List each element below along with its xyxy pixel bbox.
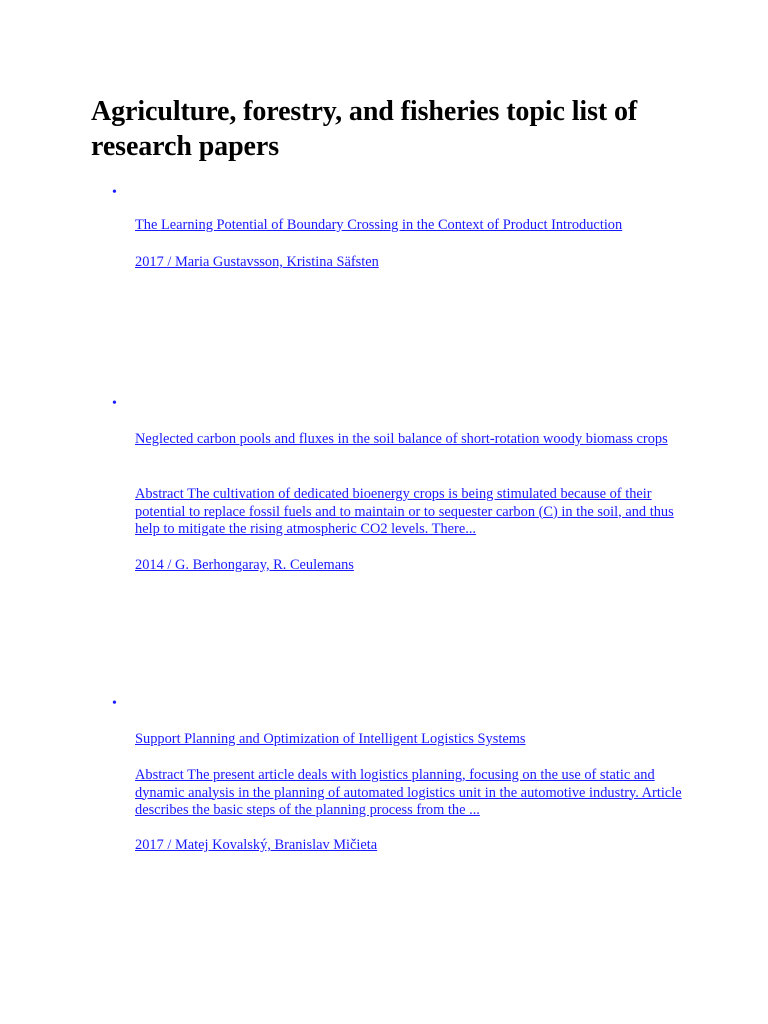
paper-abstract-link[interactable]: Abstract The cultivation of dedicated bioenergy crops is being stimulated because of their potential to replace fossil fuels and to maintain or to sequester carbon (C) in the soil, and thus help to mitigate the rising atmospheric CO2 levels. There... [135,486,674,537]
bullet-icon: • [112,185,117,200]
bullet-icon: • [112,696,117,711]
paper-abstract-link[interactable]: Abstract The present article deals with logistics planning, focusing on the use of static and dynamic analysis in the planning of automated logistics unit in the automotive industry. Article describes the basic steps of the planning process from the ... [135,767,682,818]
paper-title-link[interactable]: The Learning Potential of Boundary Crossing in the Context of Product Introduction [135,217,623,233]
paper-title-link[interactable]: Neglected carbon pools and fluxes in the soil balance of short-rotation woody biomass crops [135,431,668,447]
paper-meta-link[interactable]: 2017 / Maria Gustavsson, Kristina Säfsten [135,254,379,270]
page-title: Agriculture, forestry, and fisheries topic list of research papers [91,96,638,162]
paper-meta-link[interactable]: 2017 / Matej Kovalský, Branislav Mičieta [135,837,378,853]
paper-meta-link[interactable]: 2014 / G. Berhongaray, R. Ceulemans [135,557,354,573]
paper-title-link[interactable]: Support Planning and Optimization of Intelligent Logistics Systems [135,731,526,747]
document-page [91,94,691,853]
bullet-icon: • [112,396,117,411]
